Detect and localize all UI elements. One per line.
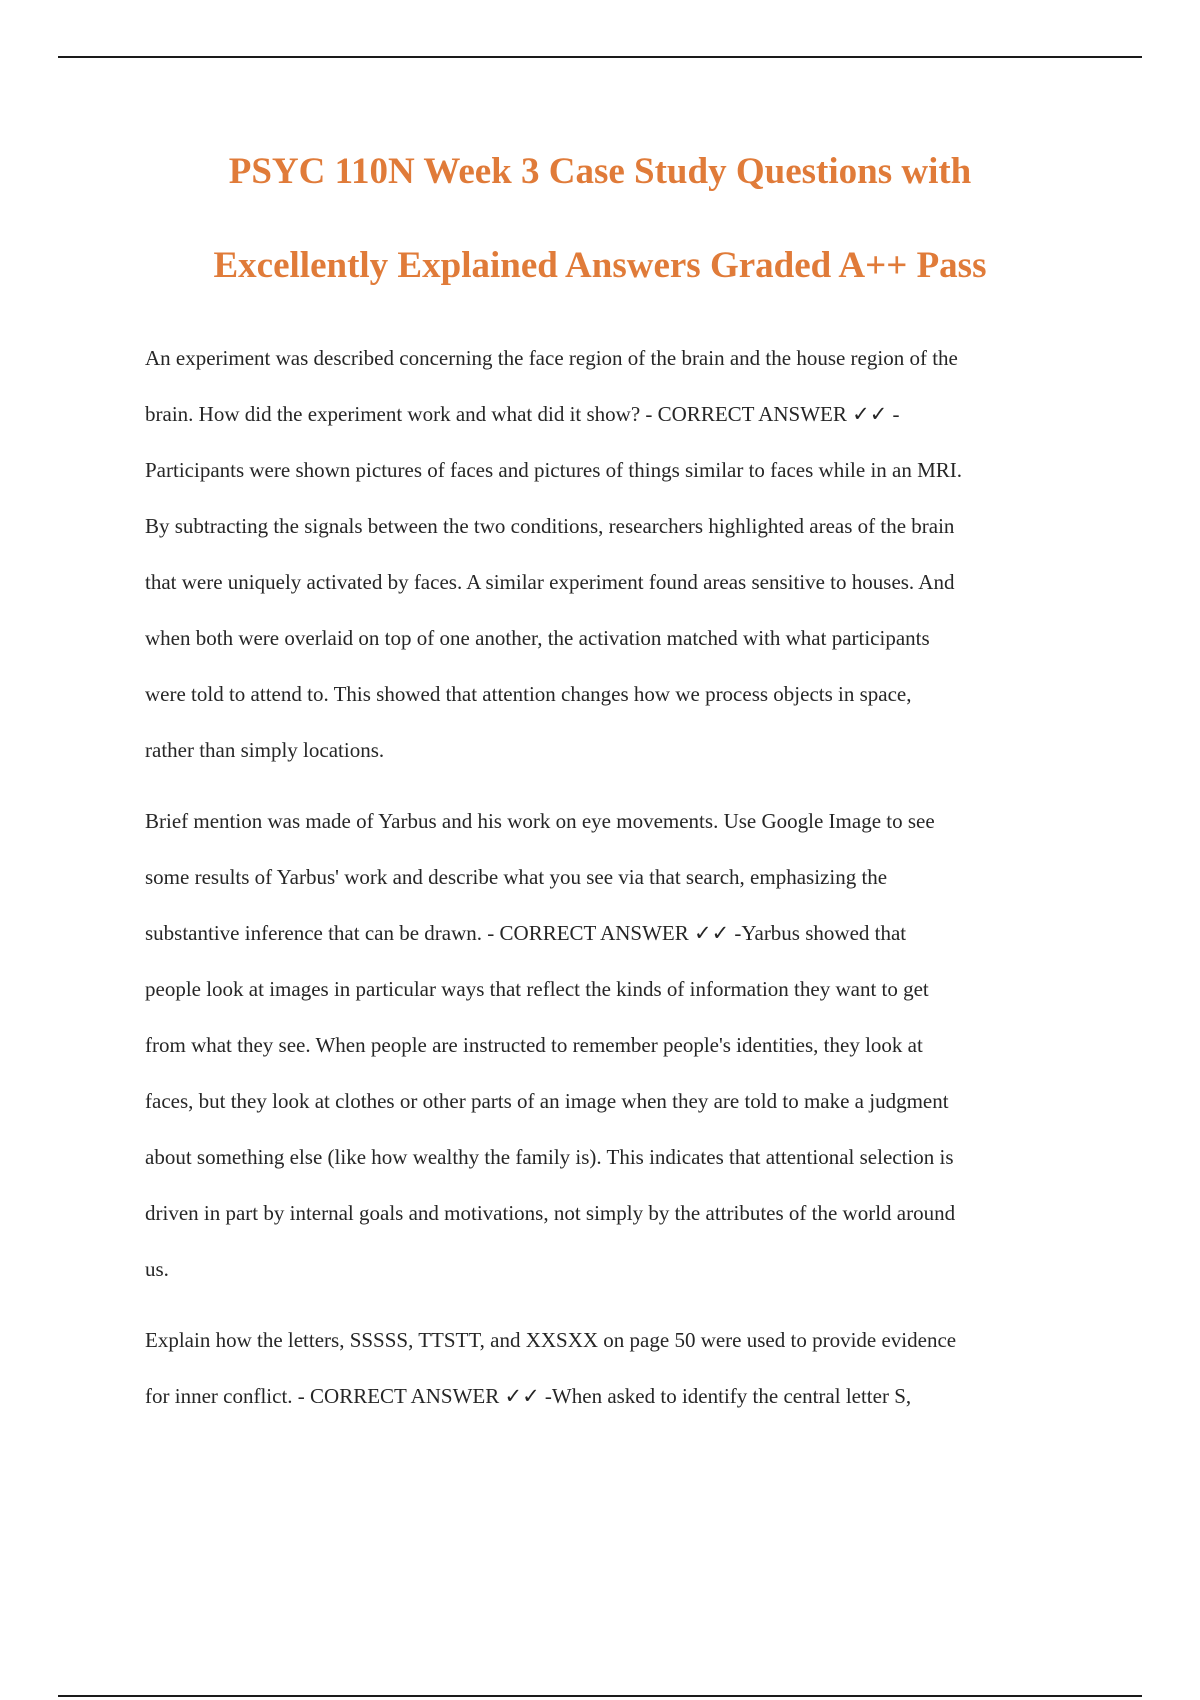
text-line: driven in part by internal goals and motivations, not simply by the attributes of the world around [145, 1201, 956, 1225]
text-line: for inner conflict. - CORRECT ANSWER ✓✓ -When asked to identify the central letter S, [145, 1384, 912, 1408]
text-line: By subtracting the signals between the two conditions, researchers highlighted areas of the brain [145, 514, 955, 538]
text-line: from what they see. When people are instructed to remember people's identities, they look at [145, 1033, 923, 1057]
text-line: Explain how the letters, SSSSS, TTSTT, and XXSXX on page 50 were used to provide evidence [145, 1328, 957, 1352]
text-line: were told to attend to. This showed that attention changes how we process objects in space, [145, 682, 912, 706]
document-body [145, 330, 1095, 1439]
title-line-2: Excellently Explained Answers Graded A++ Pass [213, 245, 987, 286]
bottom-rule [58, 1695, 1142, 1697]
question-paragraph-2 [145, 793, 1095, 1297]
text-line: Participants were shown pictures of faces and pictures of things similar to faces while in an MRI. [145, 458, 963, 482]
text-line: substantive inference that can be drawn. - CORRECT ANSWER ✓✓ -Yarbus showed that [145, 921, 907, 945]
text-line: faces, but they look at clothes or other parts of an image when they are told to make a judgment [145, 1089, 949, 1113]
text-line: us. [145, 1257, 169, 1281]
text-line: when both were overlaid on top of one another, the activation matched with what participants [145, 626, 930, 650]
document-title [60, 125, 1140, 313]
text-line: rather than simply locations. [145, 738, 385, 762]
text-line: people look at images in particular ways that reflect the kinds of information they want to get [145, 977, 929, 1001]
question-paragraph-3 [145, 1312, 1095, 1424]
title-line-1: PSYC 110N Week 3 Case Study Questions with [228, 151, 972, 192]
question-paragraph-1 [145, 330, 1095, 778]
text-line: about something else (like how wealthy the family is). This indicates that attentional selection is [145, 1145, 954, 1169]
text-line: some results of Yarbus' work and describe what you see via that search, emphasizing the [145, 865, 888, 889]
top-rule [58, 56, 1142, 58]
text-line: that were uniquely activated by faces. A similar experiment found areas sensitive to houses. And [145, 570, 955, 594]
text-line: Brief mention was made of Yarbus and his work on eye movements. Use Google Image to see [145, 809, 935, 833]
text-line: brain. How did the experiment work and what did it show? - CORRECT ANSWER ✓✓ - [145, 402, 900, 426]
text-line: An experiment was described concerning the face region of the brain and the house region of the [145, 346, 958, 370]
